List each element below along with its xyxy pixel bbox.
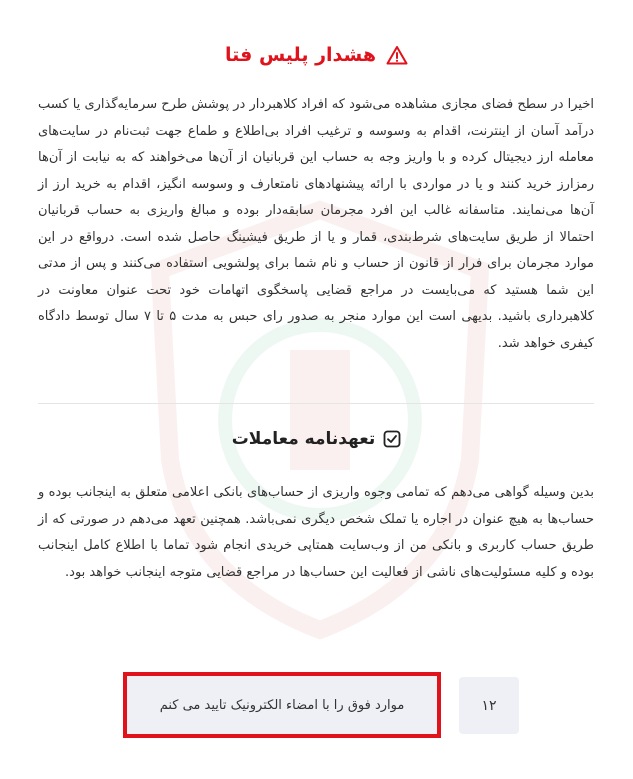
countdown-timer: ۱۲: [459, 677, 519, 734]
checkbox-icon: [383, 430, 401, 448]
warning-title: هشدار پلیس فتا: [225, 44, 376, 66]
confirm-signature-button[interactable]: موارد فوق را با امضاء الکترونیک تایید می کنم: [123, 672, 441, 738]
warning-header: [0, 40, 633, 70]
commitment-text: بدین وسیله گواهی می‌دهم که تمامی وجوه واریزی از حساب‌های بانکی اعلامی متعلق به اینجانب بوده و حساب‌ها به هیچ عنوان در اجاره یا تملک شخص دیگری نمی‌باشد. همچنین تعهد می‌دهم در صورتی که از طریق حساب کاربری و بانکی من از وب‌سایت همتاپی خریدی انجام شود تماما با اطلاع کامل اینجانب بوده و کلیه مسئولیت‌های ناشی از فعالیت این حساب‌ها در مراجع قضایی متوجه اینجانب خواهد بود.: [38, 485, 594, 580]
warning-triangle-icon: [386, 45, 408, 65]
commitment-title: تعهدنامه معاملات: [231, 429, 376, 449]
commitment-header: [0, 424, 633, 454]
section-divider: [38, 403, 594, 404]
warning-text: اخیرا در سطح فضای مجازی مشاهده می‌شود که افراد کلاهبردار در پوشش طرح سرمایه‌گذاری یا کسب درآمد آسان از اینترنت، اقدام به وسوسه و ترغیب افراد بی‌اطلاع و طماع جهت ثبت‌نام در سایت‌های معامله ارز دیجیتال کرده و با واریز وجه به حساب این قربانیان از آن‌ها می‌خواهند که به نیابت از آن‌ها رمزارز خرید کنند و یا در مواردی با ارائه پیشنهادهای نامتعارف و وسوسه انگیز، اقدام به خرید ارز از آن‌ها می‌نمایند. متاسفانه غالب این افرد مجرمان سابقه‌دار بوده و مبالغ واریزی به حساب قربانیان احتمالا از طریق سایت‌های شرط‌بندی، قمار و یا از طریق فیشینگ حاصل شده است. درواقع در این موارد مجرمان برای فرار از قانون از حساب و نام شما برای پولشویی استفاده می‌کنند و پس از مدتی این شما هستید که می‌بایست در مراجع قضایی پاسخگوی اتهامات خود تحت عنوان معاونت در کلاهبرداری باشید. بدیهی است این موارد منجر به صدور رای حبس به مدت ۵ تا ۷ سال توسط دادگاه کیفری خواهد شد.: [38, 97, 594, 351]
